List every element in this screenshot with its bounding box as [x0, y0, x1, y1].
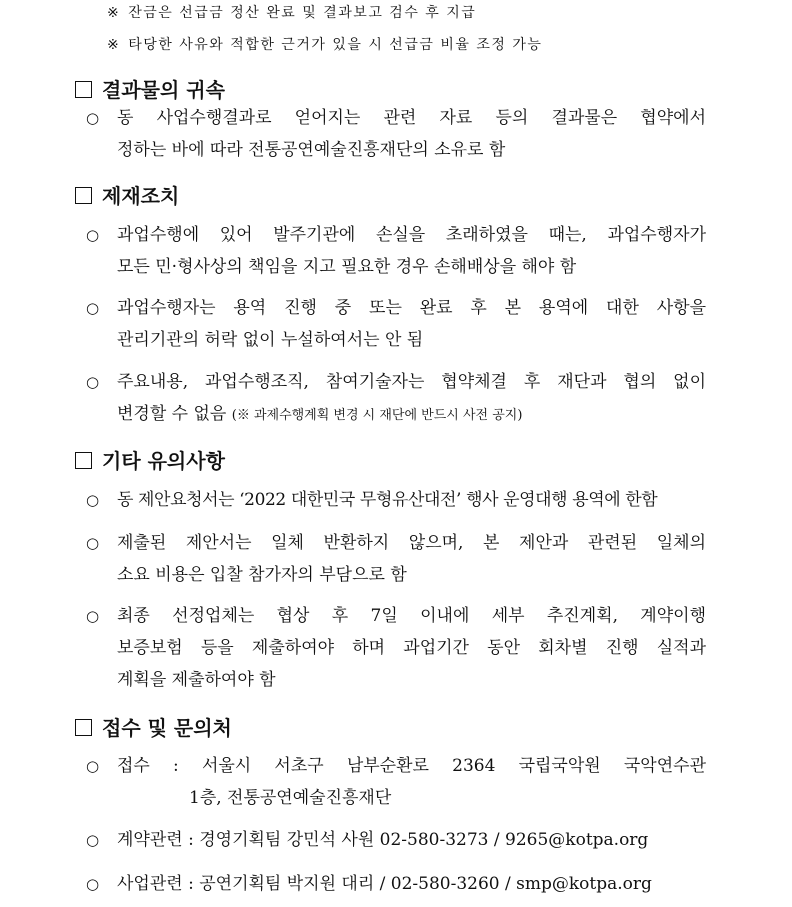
- note-adjustment: [107, 34, 542, 54]
- heading-text: 결과물의 귀속: [102, 78, 225, 102]
- item-line: 제출된 제안서는 일체 반환하지 않으며, 본 제안과 관련된 일체의: [117, 533, 706, 553]
- list-item: [86, 750, 706, 814]
- circle-bullet-icon: ○: [86, 607, 100, 625]
- circle-bullet-icon: ○: [86, 299, 100, 317]
- list-item: [86, 484, 706, 516]
- item-line: 모든 민·형사상의 책임을 지고 필요한 경우 손해배상을 해야 함: [117, 257, 577, 277]
- circle-bullet-icon: ○: [86, 226, 100, 244]
- section-heading-other: [75, 445, 225, 474]
- item-line: 최종 선정업체는 협상 후 7일 이내에 세부 추진계획, 계약이행: [117, 606, 706, 626]
- item-line: 동 사업수행결과로 얻어지는 관련 자료 등의 결과물은 협약에서: [117, 108, 706, 128]
- item-line: 과업수행에 있어 발주기관에 손실을 초래하였을 때는, 과업수행자가: [117, 225, 706, 245]
- list-item: [86, 600, 706, 696]
- item-line: 계약관련 : 경영기획팀 강민석 사원 02-580-3273 / 9265@kotpa.org: [117, 830, 649, 850]
- item-note: (※ 과제수행계획 변경 시 재단에 반드시 사전 공지): [231, 408, 523, 423]
- item-line: 계획을 제출하여야 함: [117, 670, 276, 690]
- checkbox-square-icon: [75, 187, 92, 204]
- section-heading-ownership: [75, 74, 225, 103]
- item-line: 과업수행자는 용역 진행 중 또는 완료 후 본 용역에 대한 사항을: [117, 298, 706, 318]
- checkbox-square-icon: [75, 81, 92, 98]
- circle-bullet-icon: ○: [86, 373, 100, 391]
- item-line: [86, 398, 706, 432]
- list-item: [86, 102, 706, 166]
- circle-bullet-icon: ○: [86, 875, 100, 893]
- section-heading-contact: [75, 712, 232, 741]
- note-balance: [107, 2, 476, 22]
- circle-bullet-icon: ○: [86, 534, 100, 552]
- section-heading-sanctions: [75, 180, 179, 209]
- list-item: [86, 366, 706, 432]
- list-item: [86, 219, 706, 283]
- list-item: [86, 292, 706, 356]
- circle-bullet-icon: ○: [86, 109, 100, 127]
- item-line: 소요 비용은 입찰 참가자의 부담으로 함: [117, 565, 407, 585]
- list-item: [86, 824, 706, 856]
- checkbox-square-icon: [75, 719, 92, 736]
- circle-bullet-icon: ○: [86, 831, 100, 849]
- circle-bullet-icon: ○: [86, 757, 100, 775]
- item-line: 관리기관의 허락 없이 누설하여서는 안 됨: [117, 330, 424, 350]
- list-item: [86, 868, 706, 900]
- item-text: 변경할 수 없음: [117, 404, 227, 424]
- item-line: 1층, 전통공연예술진흥재단: [189, 788, 392, 808]
- checkbox-square-icon: [75, 452, 92, 469]
- item-line: 보증보험 등을 제출하여야 하며 과업기간 동안 회차별 진행 실적과: [117, 638, 706, 658]
- item-line: 동 제안요청서는 ‘2022 대한민국 무형유산대전’ 행사 운영대행 용역에 한함: [117, 490, 658, 510]
- note-mark: ※: [107, 37, 121, 53]
- heading-text: 접수 및 문의처: [102, 716, 232, 740]
- note-mark: ※: [107, 5, 121, 21]
- list-item: [86, 527, 706, 591]
- item-line: 정하는 바에 따라 전통공연예술진흥재단의 소유로 함: [117, 140, 506, 160]
- note-text: 타당한 사유와 적합한 근거가 있을 시 선급금 비율 조정 가능: [128, 37, 543, 53]
- item-line: 주요내용, 과업수행조직, 참여기술자는 협약체결 후 재단과 협의 없이: [117, 372, 706, 392]
- circle-bullet-icon: ○: [86, 491, 100, 509]
- heading-text: 기타 유의사항: [102, 449, 225, 473]
- item-line: 접수 : 서울시 서초구 남부순환로 2364 국립국악원 국악연수관: [117, 756, 706, 776]
- heading-text: 제재조치: [102, 184, 180, 208]
- item-line: 사업관련 : 공연기획팀 박지원 대리 / 02-580-3260 / smp@kotpa.org: [117, 874, 652, 894]
- note-text: 잔금은 선급금 정산 완료 및 결과보고 검수 후 지급: [128, 5, 477, 21]
